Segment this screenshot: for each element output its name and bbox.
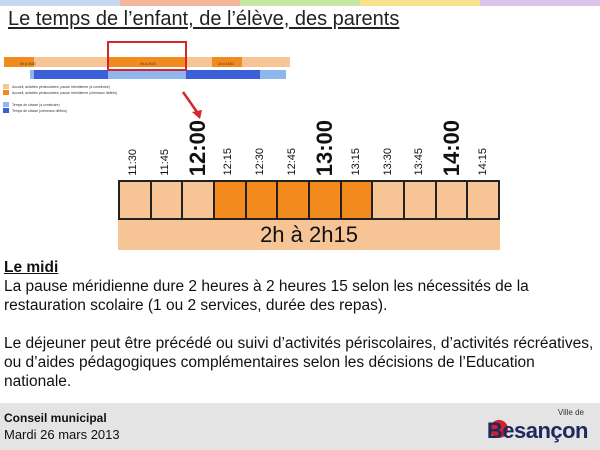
footer-event: Conseil municipal <box>4 411 107 425</box>
legend-label: Accueil, activités périscolaires, pause méridienne (à construire) <box>12 85 110 89</box>
section-heading: Le midi <box>4 259 59 276</box>
top-bar-segment <box>0 0 120 6</box>
top-bar-segment <box>480 0 600 6</box>
thumbnail-blue-row-left <box>34 70 108 79</box>
time-slot-empty <box>120 182 152 218</box>
time-slot-filled <box>342 182 374 218</box>
time-slot-filled <box>215 182 247 218</box>
thumbnail-legend <box>3 84 117 113</box>
footer <box>0 403 600 450</box>
city-logo <box>480 406 590 448</box>
time-slot-empty <box>183 182 215 218</box>
thumbnail-blue-row-right <box>186 70 260 79</box>
time-tick-label: 11:30 <box>126 149 139 176</box>
time-tick-label: 12:00 <box>184 119 210 176</box>
slide-title: Le temps de l’enfant, de l’élève, des parents <box>8 8 400 30</box>
paragraph: Le déjeuner peut être précédé ou suivi d’activités périscolaires, d’activités récréatives, ou d’aides pédagogiques complémentaires selon les décisions de l’Education nationale. <box>4 335 594 390</box>
logo-ville-de: Ville de <box>557 408 584 417</box>
time-tick-label: 11:45 <box>158 149 171 176</box>
thumbnail-bar-label: 3h à 3h30 <box>20 62 36 66</box>
time-slot-empty <box>405 182 437 218</box>
legend-label: Accueil, activités périscolaires, pause méridienne (créneaux définis) <box>12 91 118 95</box>
time-slot-empty <box>152 182 184 218</box>
time-tick-label: 14:15 <box>477 148 490 176</box>
time-tick-label: 12:30 <box>254 148 267 176</box>
time-tick-label: 13:00 <box>311 119 337 176</box>
thumbnail-bar-label: 2h à 2h15 <box>140 62 156 66</box>
footer-date: Mardi 26 mars 2013 <box>4 427 120 442</box>
time-slot-empty <box>373 182 405 218</box>
time-slot-empty <box>468 182 500 218</box>
time-tick-label: 13:15 <box>349 148 362 176</box>
legend-label: Temps de classe (à construire) <box>12 103 60 107</box>
time-tick-label: 12:45 <box>286 148 299 176</box>
thumbnail-bar-label: 1h à 1h30 <box>218 62 234 66</box>
top-color-bar <box>0 0 600 6</box>
time-tick-label: 12:15 <box>222 148 235 176</box>
time-tick-label: 13:30 <box>381 148 394 176</box>
zoom-arrow <box>180 90 210 120</box>
duration-band: 2h à 2h15 <box>118 220 500 250</box>
top-bar-segment <box>360 0 480 6</box>
paragraph: La pause méridienne dure 2 heures à 2 heures 15 selon les nécessités de la restauration scolaire (1 ou 2 services, durée des repas). <box>4 278 529 314</box>
time-tick-label: 14:00 <box>439 119 465 176</box>
slide-body <box>4 258 594 391</box>
top-bar-segment <box>240 0 360 6</box>
legend-label: Temps de classe (créneaux définis) <box>12 109 67 113</box>
logo-name: Besançon <box>486 418 588 443</box>
timeline-overview-thumbnail <box>0 40 295 118</box>
time-tick-label: 13:45 <box>413 148 426 176</box>
time-slot-filled <box>247 182 279 218</box>
top-bar-segment <box>120 0 240 6</box>
time-ticks <box>118 119 500 180</box>
time-slot-filled <box>310 182 342 218</box>
time-slot-empty <box>437 182 469 218</box>
time-slot-filled <box>278 182 310 218</box>
time-slot-row <box>118 180 500 220</box>
